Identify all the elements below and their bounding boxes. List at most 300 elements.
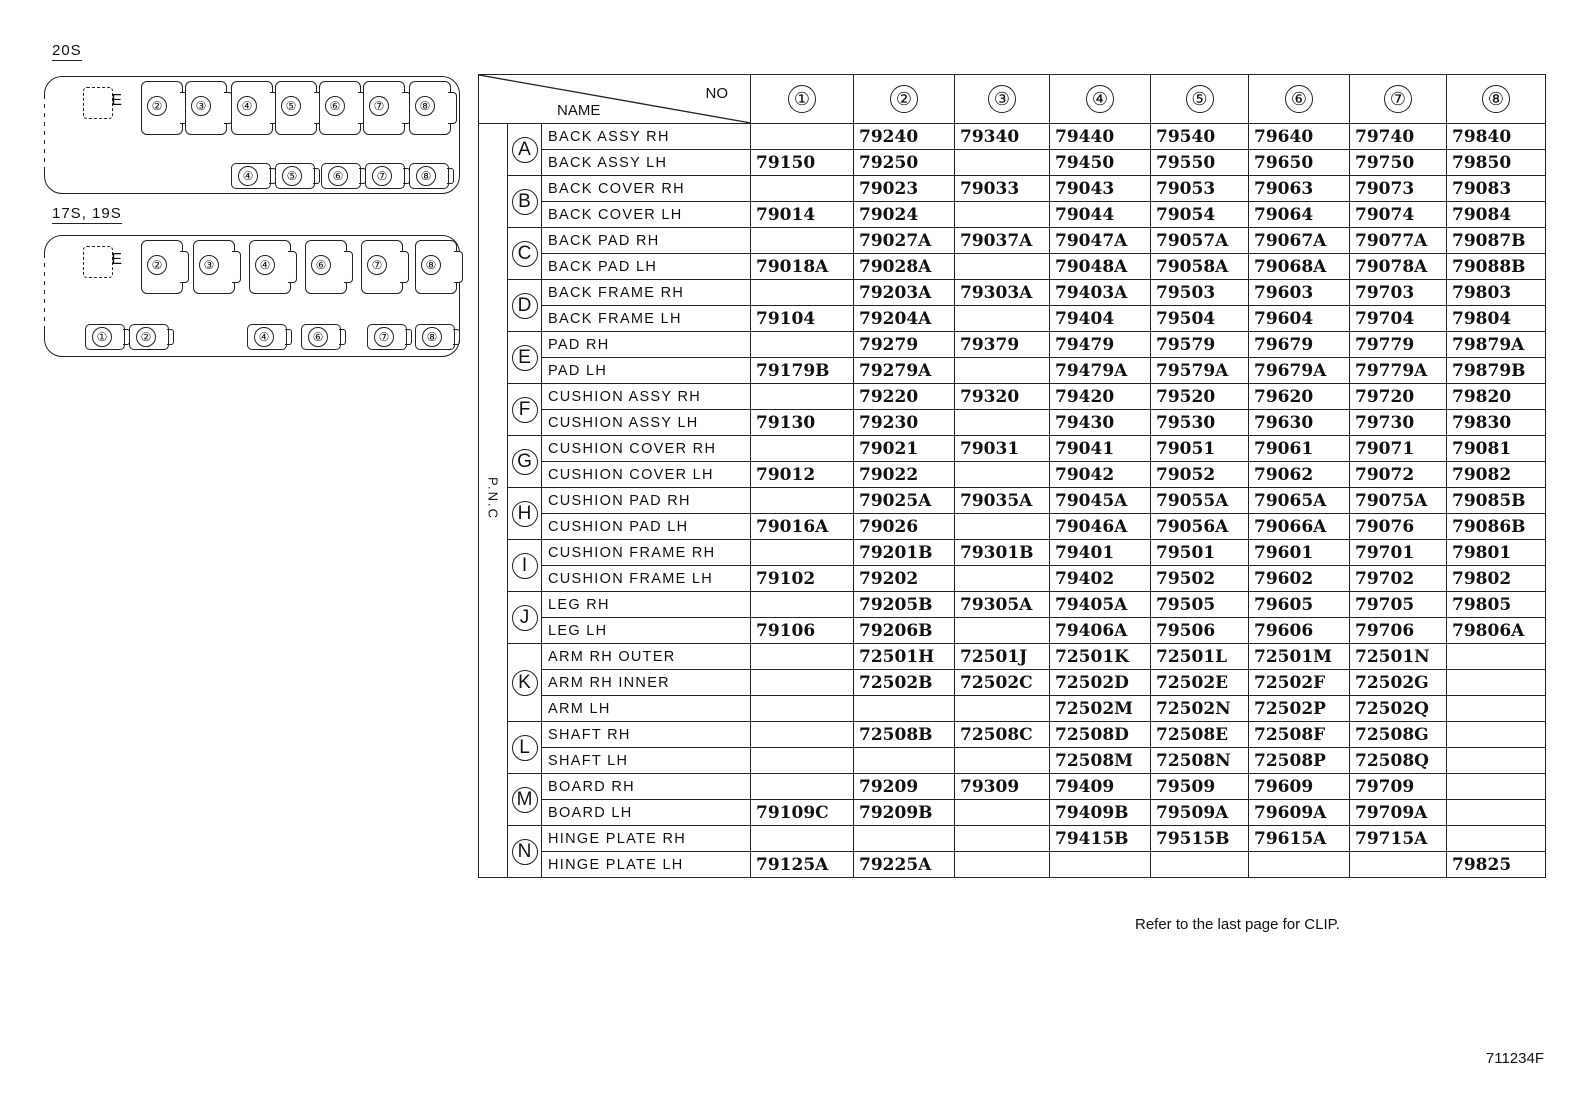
part-number-cell: 79054: [1151, 202, 1249, 228]
part-number-cell: 79840: [1447, 124, 1546, 150]
part-number-cell: 79053: [1151, 176, 1249, 202]
part-name: BACK COVER RH: [542, 176, 751, 202]
part-number-cell: 79609A: [1249, 800, 1350, 826]
rear-seat-icon: [301, 324, 341, 350]
part-number-cell: [1447, 748, 1546, 774]
part-number-cell: 79620: [1249, 384, 1350, 410]
seat-icon: [141, 240, 183, 294]
part-number-cell: 79701: [1350, 540, 1447, 566]
column-header-7: [1350, 75, 1447, 124]
part-number-cell: 79084: [1447, 202, 1546, 228]
part-number-cell: 79603: [1249, 280, 1350, 306]
group-letter-cell: [508, 540, 542, 592]
group-letter: L: [512, 735, 538, 761]
group-letter: F: [512, 397, 538, 423]
part-number-cell: 79503: [1151, 280, 1249, 306]
table-row: [479, 306, 1546, 332]
seat-number: ⑥: [328, 166, 348, 186]
table-row: [479, 228, 1546, 254]
seat-number: ①: [92, 327, 112, 347]
part-number-cell: 79026: [854, 514, 955, 540]
part-number-cell: [955, 696, 1050, 722]
part-number-cell: 79705: [1350, 592, 1447, 618]
part-number-cell: [751, 826, 854, 852]
part-number-cell: 79706: [1350, 618, 1447, 644]
seat-number: ⑧: [415, 96, 435, 116]
part-number-cell: 79679: [1249, 332, 1350, 358]
part-number-cell: 79048A: [1050, 254, 1151, 280]
driver-seat-icon: [83, 246, 113, 278]
part-number-cell: 79023: [854, 176, 955, 202]
part-number-cell: 79018A: [751, 254, 854, 280]
part-number-cell: 79605: [1249, 592, 1350, 618]
part-number-cell: 79509: [1151, 774, 1249, 800]
group-letter-cell: [508, 176, 542, 228]
part-number-cell: 79805: [1447, 592, 1546, 618]
part-number-cell: 72508N: [1151, 748, 1249, 774]
seat-number: ②: [136, 327, 156, 347]
part-number-cell: 72502P: [1249, 696, 1350, 722]
part-number-cell: [955, 566, 1050, 592]
column-number: ④: [1086, 85, 1114, 113]
part-number-cell: 72501K: [1050, 644, 1151, 670]
part-number-cell: 79205B: [854, 592, 955, 618]
part-number-cell: 79085B: [1447, 488, 1546, 514]
group-letter-cell: [508, 436, 542, 488]
diagram-label-20s: 20S: [52, 42, 82, 59]
seat-number: ④: [238, 166, 258, 186]
part-name: CUSHION FRAME LH: [542, 566, 751, 592]
part-number-cell: [751, 228, 854, 254]
part-number-cell: 79075A: [1350, 488, 1447, 514]
table-row: [479, 722, 1546, 748]
part-name: CUSHION COVER RH: [542, 436, 751, 462]
part-number-cell: 79601: [1249, 540, 1350, 566]
group-letter: I: [512, 553, 538, 579]
table-row: [479, 436, 1546, 462]
parts-table: [478, 74, 1546, 878]
group-letter: J: [512, 605, 538, 631]
part-number-cell: [955, 254, 1050, 280]
table-row: [479, 826, 1546, 852]
seat-number: ⑧: [421, 255, 441, 275]
part-number-cell: 79802: [1447, 566, 1546, 592]
seat-number: ③: [199, 255, 219, 275]
part-number-cell: 79078A: [1350, 254, 1447, 280]
part-name: ARM RH OUTER: [542, 644, 751, 670]
part-number-cell: [751, 384, 854, 410]
group-letter-cell: [508, 228, 542, 280]
part-number-cell: 79061: [1249, 436, 1350, 462]
part-number-cell: 79250: [854, 150, 955, 176]
part-number-cell: 79082: [1447, 462, 1546, 488]
part-number-cell: [955, 462, 1050, 488]
part-number-cell: [955, 150, 1050, 176]
part-name: BOARD LH: [542, 800, 751, 826]
part-number-cell: 79340: [955, 124, 1050, 150]
part-number-cell: 79073: [1350, 176, 1447, 202]
part-name: SHAFT RH: [542, 722, 751, 748]
part-number-cell: [955, 358, 1050, 384]
part-number-cell: 79021: [854, 436, 955, 462]
part-number-cell: 79404: [1050, 306, 1151, 332]
part-number-cell: [751, 592, 854, 618]
part-number-cell: 79520: [1151, 384, 1249, 410]
group-letter: C: [512, 241, 538, 267]
part-name: HINGE PLATE RH: [542, 826, 751, 852]
part-number-cell: 79650: [1249, 150, 1350, 176]
seat-number: ④: [254, 327, 274, 347]
seat-number: ③: [191, 96, 211, 116]
seat-number: ⑦: [372, 166, 392, 186]
column-header-4: [1050, 75, 1151, 124]
part-number-cell: [751, 644, 854, 670]
part-number-cell: 79702: [1350, 566, 1447, 592]
part-number-cell: 72501J: [955, 644, 1050, 670]
part-name: LEG RH: [542, 592, 751, 618]
part-name: BACK FRAME RH: [542, 280, 751, 306]
part-number-cell: 79430: [1050, 410, 1151, 436]
table-row: [479, 592, 1546, 618]
part-number-cell: [1447, 800, 1546, 826]
part-number-cell: 79609: [1249, 774, 1350, 800]
column-header-5: [1151, 75, 1249, 124]
seat-number: ⑥: [308, 327, 328, 347]
part-number-cell: [1249, 852, 1350, 878]
seat-number: ⑤: [282, 166, 302, 186]
part-number-cell: [955, 202, 1050, 228]
part-number-cell: 79064: [1249, 202, 1350, 228]
part-number-cell: 79403A: [1050, 280, 1151, 306]
column-number: ①: [788, 85, 816, 113]
part-number-cell: 79803: [1447, 280, 1546, 306]
part-number-cell: 79279A: [854, 358, 955, 384]
table-row: [479, 696, 1546, 722]
part-number-cell: 72502B: [854, 670, 955, 696]
group-letter: K: [512, 670, 538, 696]
part-number-cell: 72508Q: [1350, 748, 1447, 774]
part-number-cell: 79303A: [955, 280, 1050, 306]
table-row: [479, 124, 1546, 150]
part-number-cell: 72501L: [1151, 644, 1249, 670]
table-row: [479, 800, 1546, 826]
part-number-cell: 79206B: [854, 618, 955, 644]
part-number-cell: [1447, 722, 1546, 748]
part-number-cell: 79024: [854, 202, 955, 228]
part-number-cell: 79320: [955, 384, 1050, 410]
column-header-3: [955, 75, 1050, 124]
part-number-cell: 79086B: [1447, 514, 1546, 540]
part-number-cell: 72508G: [1350, 722, 1447, 748]
table-row: [479, 410, 1546, 436]
table-row: [479, 618, 1546, 644]
group-letter-cell: [508, 722, 542, 774]
part-number-cell: 72502M: [1050, 696, 1151, 722]
table-row: [479, 852, 1546, 878]
part-number-cell: 79220: [854, 384, 955, 410]
rear-seat-icon: [415, 324, 455, 350]
group-letter-cell: [508, 644, 542, 722]
table-row: [479, 644, 1546, 670]
rear-seat-icon: [367, 324, 407, 350]
part-number-cell: 79730: [1350, 410, 1447, 436]
part-number-cell: 79083: [1447, 176, 1546, 202]
part-number-cell: 79051: [1151, 436, 1249, 462]
part-number-cell: 79440: [1050, 124, 1151, 150]
column-header-2: [854, 75, 955, 124]
part-name: CUSHION ASSY RH: [542, 384, 751, 410]
pnc-column: [479, 124, 508, 878]
part-number-cell: 79057A: [1151, 228, 1249, 254]
part-name: CUSHION ASSY LH: [542, 410, 751, 436]
part-number-cell: 79058A: [1151, 254, 1249, 280]
part-number-cell: [1447, 774, 1546, 800]
part-number-cell: [1447, 696, 1546, 722]
seat-number: ⑥: [311, 255, 331, 275]
part-number-cell: 79046A: [1050, 514, 1151, 540]
part-number-cell: 79045A: [1050, 488, 1151, 514]
part-number-cell: 79076: [1350, 514, 1447, 540]
column-header-1: [751, 75, 854, 124]
seat-icon: [415, 240, 457, 294]
part-number-cell: 79740: [1350, 124, 1447, 150]
seat-icon: [141, 81, 183, 135]
part-number-cell: 79225A: [854, 852, 955, 878]
part-number-cell: 79014: [751, 202, 854, 228]
table-row: [479, 774, 1546, 800]
part-number-cell: [955, 306, 1050, 332]
seat-icon: [231, 81, 273, 135]
part-number-cell: 79067A: [1249, 228, 1350, 254]
rear-seat-icon: [129, 324, 169, 350]
part-number-cell: 79550: [1151, 150, 1249, 176]
table-row: [479, 384, 1546, 410]
part-number-cell: 72508F: [1249, 722, 1350, 748]
part-number-cell: 79709A: [1350, 800, 1447, 826]
part-number-cell: 79779A: [1350, 358, 1447, 384]
part-number-cell: 79703: [1350, 280, 1447, 306]
seat-number: ⑥: [325, 96, 345, 116]
part-number-cell: 79450: [1050, 150, 1151, 176]
column-number: ⑤: [1186, 85, 1214, 113]
part-number-cell: 79041: [1050, 436, 1151, 462]
seat-icon: [193, 240, 235, 294]
part-number-cell: 72508P: [1249, 748, 1350, 774]
part-number-cell: 79072: [1350, 462, 1447, 488]
part-number-cell: 79502: [1151, 566, 1249, 592]
part-name: CUSHION PAD RH: [542, 488, 751, 514]
part-number-cell: 79602: [1249, 566, 1350, 592]
group-letter: E: [512, 345, 538, 371]
header-no-label: NO: [705, 85, 728, 102]
part-number-cell: 79104: [751, 306, 854, 332]
seat-number: ⑦: [367, 255, 387, 275]
part-number-cell: 79806A: [1447, 618, 1546, 644]
part-number-cell: 79750: [1350, 150, 1447, 176]
seat-icon: [249, 240, 291, 294]
group-letter-cell: [508, 332, 542, 384]
part-number-cell: 79850: [1447, 150, 1546, 176]
part-number-cell: 79068A: [1249, 254, 1350, 280]
part-number-cell: 79409: [1050, 774, 1151, 800]
part-number-cell: 79065A: [1249, 488, 1350, 514]
rear-seat-icon: [231, 163, 271, 189]
part-number-cell: 79779: [1350, 332, 1447, 358]
part-number-cell: 79506: [1151, 618, 1249, 644]
group-letter: H: [512, 501, 538, 527]
part-number-cell: 79409B: [1050, 800, 1151, 826]
part-name: CUSHION FRAME RH: [542, 540, 751, 566]
drawing-code: 711234F: [1485, 1050, 1544, 1067]
part-number-cell: 79804: [1447, 306, 1546, 332]
part-number-cell: 79066A: [1249, 514, 1350, 540]
part-name: HINGE PLATE LH: [542, 852, 751, 878]
part-number-cell: 79209: [854, 774, 955, 800]
part-number-cell: 79203A: [854, 280, 955, 306]
group-letter-cell: [508, 826, 542, 878]
part-number-cell: 79630: [1249, 410, 1350, 436]
header-name-label: NAME: [557, 102, 601, 119]
table-row: [479, 540, 1546, 566]
part-number-cell: 79077A: [1350, 228, 1447, 254]
part-number-cell: 79025A: [854, 488, 955, 514]
part-number-cell: 79406A: [1050, 618, 1151, 644]
part-number-cell: 79515B: [1151, 826, 1249, 852]
table-row: [479, 280, 1546, 306]
part-name: BOARD RH: [542, 774, 751, 800]
part-number-cell: 79102: [751, 566, 854, 592]
table-row: [479, 332, 1546, 358]
part-number-cell: 79209B: [854, 800, 955, 826]
part-number-cell: [1447, 670, 1546, 696]
clip-note: Refer to the last page for CLIP.: [1135, 916, 1340, 933]
part-number-cell: 79709: [1350, 774, 1447, 800]
part-number-cell: [955, 800, 1050, 826]
part-number-cell: 79044: [1050, 202, 1151, 228]
part-number-cell: [1447, 826, 1546, 852]
part-number-cell: 79037A: [955, 228, 1050, 254]
seat-number: ④: [255, 255, 275, 275]
part-number-cell: 79301B: [955, 540, 1050, 566]
part-number-cell: 79505: [1151, 592, 1249, 618]
part-number-cell: [751, 696, 854, 722]
part-number-cell: [751, 540, 854, 566]
part-number-cell: 79202: [854, 566, 955, 592]
part-number-cell: 79640: [1249, 124, 1350, 150]
part-number-cell: 79012: [751, 462, 854, 488]
part-name: BACK PAD LH: [542, 254, 751, 280]
group-letter-cell: [508, 774, 542, 826]
part-number-cell: [751, 280, 854, 306]
group-letter-cell: [508, 384, 542, 436]
part-number-cell: 79179B: [751, 358, 854, 384]
rear-seat-icon: [275, 163, 315, 189]
rear-seat-icon: [409, 163, 449, 189]
column-number: ③: [988, 85, 1016, 113]
part-number-cell: [955, 410, 1050, 436]
pnc-label: P.N.C: [485, 476, 501, 520]
part-number-cell: 79035A: [955, 488, 1050, 514]
part-number-cell: [854, 748, 955, 774]
part-number-cell: 79063: [1249, 176, 1350, 202]
part-number-cell: [751, 436, 854, 462]
seat-diagram-17s-19s: [44, 235, 460, 357]
part-number-cell: 79825: [1447, 852, 1546, 878]
part-number-cell: 79033: [955, 176, 1050, 202]
part-number-cell: 79240: [854, 124, 955, 150]
part-number-cell: 79150: [751, 150, 854, 176]
part-number-cell: 79279: [854, 332, 955, 358]
part-number-cell: [751, 670, 854, 696]
table-row: [479, 358, 1546, 384]
part-number-cell: 79830: [1447, 410, 1546, 436]
seat-icon: [361, 240, 403, 294]
seat-number: ⑤: [281, 96, 301, 116]
part-number-cell: 79606: [1249, 618, 1350, 644]
table-row: [479, 514, 1546, 540]
part-number-cell: 79125A: [751, 852, 854, 878]
part-number-cell: 79055A: [1151, 488, 1249, 514]
group-letter-cell: [508, 280, 542, 332]
seat-diagram-20s: [44, 76, 460, 194]
part-number-cell: 72502D: [1050, 670, 1151, 696]
part-number-cell: 79579: [1151, 332, 1249, 358]
part-number-cell: [751, 488, 854, 514]
table-row: [479, 748, 1546, 774]
table-row: [479, 488, 1546, 514]
part-name: CUSHION PAD LH: [542, 514, 751, 540]
table-row: [479, 566, 1546, 592]
rear-seat-icon: [85, 324, 125, 350]
part-name: CUSHION COVER LH: [542, 462, 751, 488]
seat-icon: [409, 81, 451, 135]
part-number-cell: 79027A: [854, 228, 955, 254]
part-number-cell: 79052: [1151, 462, 1249, 488]
part-number-cell: 72508M: [1050, 748, 1151, 774]
part-number-cell: 79509A: [1151, 800, 1249, 826]
group-letter: N: [512, 839, 538, 865]
seat-icon: [185, 81, 227, 135]
part-number-cell: 79504: [1151, 306, 1249, 332]
part-number-cell: 79879B: [1447, 358, 1546, 384]
part-number-cell: 79540: [1151, 124, 1249, 150]
part-name: BACK PAD RH: [542, 228, 751, 254]
part-number-cell: 79720: [1350, 384, 1447, 410]
part-number-cell: 79405A: [1050, 592, 1151, 618]
part-number-cell: 72502F: [1249, 670, 1350, 696]
table-row: [479, 202, 1546, 228]
part-number-cell: [955, 514, 1050, 540]
table-row: [479, 254, 1546, 280]
part-number-cell: 72502Q: [1350, 696, 1447, 722]
part-number-cell: 72502G: [1350, 670, 1447, 696]
diagram-label-17s-19s: 17S, 19S: [52, 205, 122, 222]
part-number-cell: [751, 748, 854, 774]
part-number-cell: 72508E: [1151, 722, 1249, 748]
part-number-cell: 79071: [1350, 436, 1447, 462]
group-letter: A: [512, 137, 538, 163]
column-number: ②: [890, 85, 918, 113]
part-name: LEG LH: [542, 618, 751, 644]
part-number-cell: 79088B: [1447, 254, 1546, 280]
group-letter: M: [512, 787, 538, 813]
seat-number: ⑧: [416, 166, 436, 186]
part-number-cell: 79420: [1050, 384, 1151, 410]
part-number-cell: 79415B: [1050, 826, 1151, 852]
part-number-cell: [1050, 852, 1151, 878]
part-number-cell: 72502N: [1151, 696, 1249, 722]
table-row: [479, 462, 1546, 488]
